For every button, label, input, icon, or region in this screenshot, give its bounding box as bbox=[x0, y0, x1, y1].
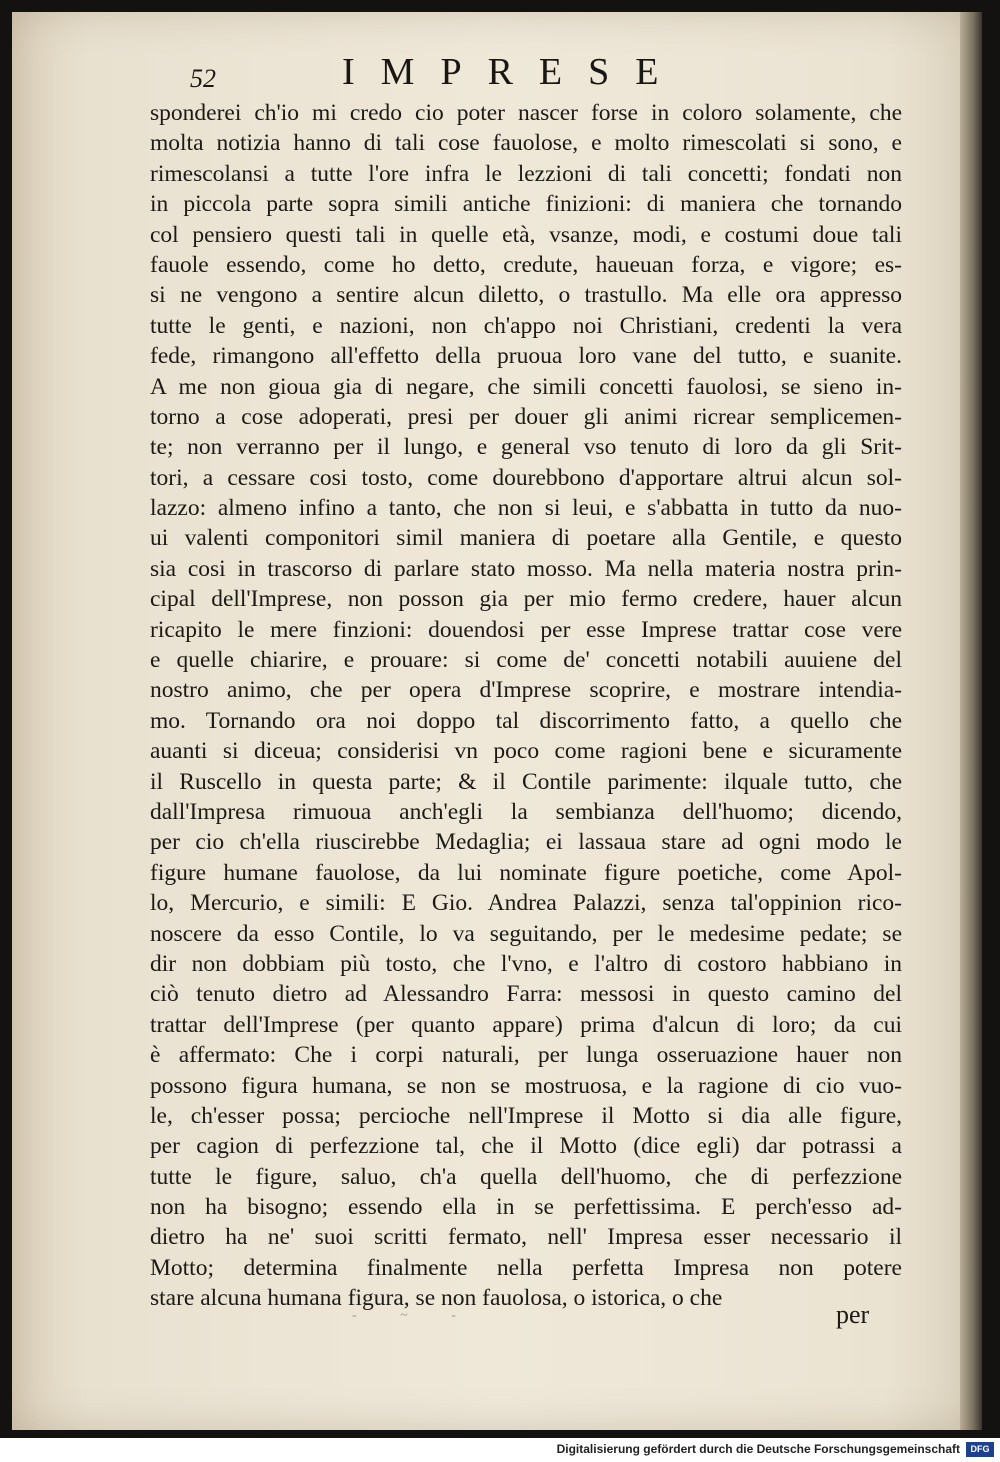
text-line: auanti si diceua; considerisi vn poco come ragioni bene e sicuramente bbox=[150, 738, 902, 765]
page-edge bbox=[960, 12, 982, 1430]
text-line: mo. Tornando ora noi doppo tal discorrimento fatto, a quello che bbox=[150, 707, 902, 734]
text-line: col pensiero questi tali in quelle età, vsanze, modi, e costumi doue tali bbox=[150, 221, 902, 248]
page-header bbox=[12, 48, 982, 98]
bleed-through-marks: - ~ - bbox=[352, 1308, 476, 1323]
book-page bbox=[12, 12, 982, 1430]
text-line: e quelle chiarire, e prouare: si come de' concetti notabili auuiene del bbox=[150, 647, 902, 674]
text-line: possono figura humana, se non se mostruosa, e la ragione di cio vuo- bbox=[150, 1072, 902, 1099]
text-line: dir non dobbiam più tosto, che l'vno, e l'altro di costoro habbiano in bbox=[150, 950, 902, 977]
text-line: A me non gioua gia di negare, che simili concetti fauolosi, se sieno in- bbox=[150, 373, 902, 400]
text-line: sponderei ch'io mi credo cio poter nascer forse in coloro solamente, che bbox=[150, 100, 902, 126]
text-line: tutte le figure, saluo, ch'a quella dell'huomo, che di perfezzione bbox=[150, 1163, 902, 1190]
text-line: ricapito le mere finzioni: douendosi per esse Imprese trattar cose vere bbox=[150, 616, 902, 643]
text-line: rimescolansi a tutte l'ore infra le lezzioni di tali concetti; fondati non bbox=[150, 160, 902, 187]
text-line: te; non verranno per il lungo, e general vso tenuto di loro da gli Srit- bbox=[150, 434, 902, 461]
dfg-logo-icon: DFG bbox=[966, 1442, 994, 1457]
text-line: tori, a cessare cosi tosto, come dourebbono d'apportare altrui alcun sol- bbox=[150, 464, 902, 491]
text-line: stare alcuna humana figura, se non fauolosa, o istorica, o che bbox=[150, 1285, 723, 1312]
body-text bbox=[150, 98, 902, 1314]
text-line: le, ch'esser possa; percioche nell'Imprese il Motto si dia alle figure, bbox=[150, 1102, 902, 1129]
text-line: in piccola parte sopra simili antiche finizioni: di maniera che tornando bbox=[150, 191, 902, 218]
text-line: per cagion di perfezzione tal, che il Motto (dice egli) dar potrassi a bbox=[150, 1133, 902, 1160]
text-line: non ha bisogno; essendo ella in se perfettissima. E perch'esso ad- bbox=[150, 1194, 902, 1221]
text-line: Motto; determina finalmente nella perfetta Impresa non potere bbox=[150, 1254, 902, 1281]
text-line: lo, Mercurio, e simili: E Gio. Andrea Palazzi, senza tal'oppinion rico- bbox=[150, 890, 902, 917]
text-line: fede, rimangono all'effetto della pruoua loro vane del tutto, e suanite. bbox=[150, 343, 902, 370]
text-line: figure humane fauolose, da lui nominate figure poetiche, come Apol- bbox=[150, 859, 902, 886]
text-line: cipal dell'Imprese, non posson gia per mio fermo credere, hauer alcun bbox=[150, 586, 902, 613]
text-line: è affermato: Che i corpi naturali, per lunga osseruazione hauer non bbox=[150, 1042, 902, 1069]
text-line: torno a cose adoperati, presi per douer gli animi ricrear semplicemen- bbox=[150, 403, 902, 430]
text-line: fauole essendo, come ho detto, credute, haueuan forza, e vigore; es- bbox=[150, 251, 902, 278]
running-title: IMPRESE bbox=[342, 51, 685, 93]
text-line: lazzo: almeno infino a tanto, che non si leui, e s'abbatta in tutto da nuo- bbox=[150, 495, 902, 522]
text-line: il Ruscello in questa parte; & il Contile parimente: ilquale tutto, che bbox=[150, 768, 902, 795]
text-line: ui valenti componitori simil maniera di poetare alla Gentile, e questo bbox=[150, 525, 902, 552]
catchword: per bbox=[836, 1300, 870, 1329]
text-line: tutte le genti, e nazioni, non ch'appo noi Christiani, credenti la vera bbox=[150, 312, 902, 339]
footer-credit: Digitalisierung gefördert durch die Deutsche Forschungsgemeinschaft bbox=[556, 1442, 960, 1456]
text-line: dietro ha ne' suoi scritti fermato, nell' Impresa esser necessario il bbox=[150, 1224, 902, 1251]
text-line: noscere da esso Contile, lo va seguitando, per le medesime pedate; se bbox=[150, 920, 902, 947]
page-number: 52 bbox=[190, 64, 216, 93]
footer-bar bbox=[0, 1438, 1000, 1462]
text-line: trattar dell'Imprese (per quanto appare) prima d'alcun di loro; da cui bbox=[150, 1011, 902, 1038]
text-line: sia cosi in trascorso di parlare stato mosso. Ma nella materia nostra prin- bbox=[150, 555, 902, 582]
text-line: molta notizia hanno di tali cose fauolose, e molto rimescolati si sono, e bbox=[150, 130, 902, 157]
text-line: si ne vengono a sentire alcun diletto, o trastullo. Ma elle ora appresso bbox=[150, 282, 902, 309]
text-line: ciò tenuto dietro ad Alessandro Farra: messosi in questo camino del bbox=[150, 981, 902, 1008]
text-line: dall'Impresa rimuoua anch'egli la sembianza dell'huomo; dicendo, bbox=[150, 798, 902, 825]
text-line: nostro animo, che per opera d'Imprese scoprire, e mostrare intendia- bbox=[150, 677, 902, 704]
text-line: per cio ch'ella riuscirebbe Medaglia; ei lassaua stare ad ogni modo le bbox=[150, 829, 902, 856]
